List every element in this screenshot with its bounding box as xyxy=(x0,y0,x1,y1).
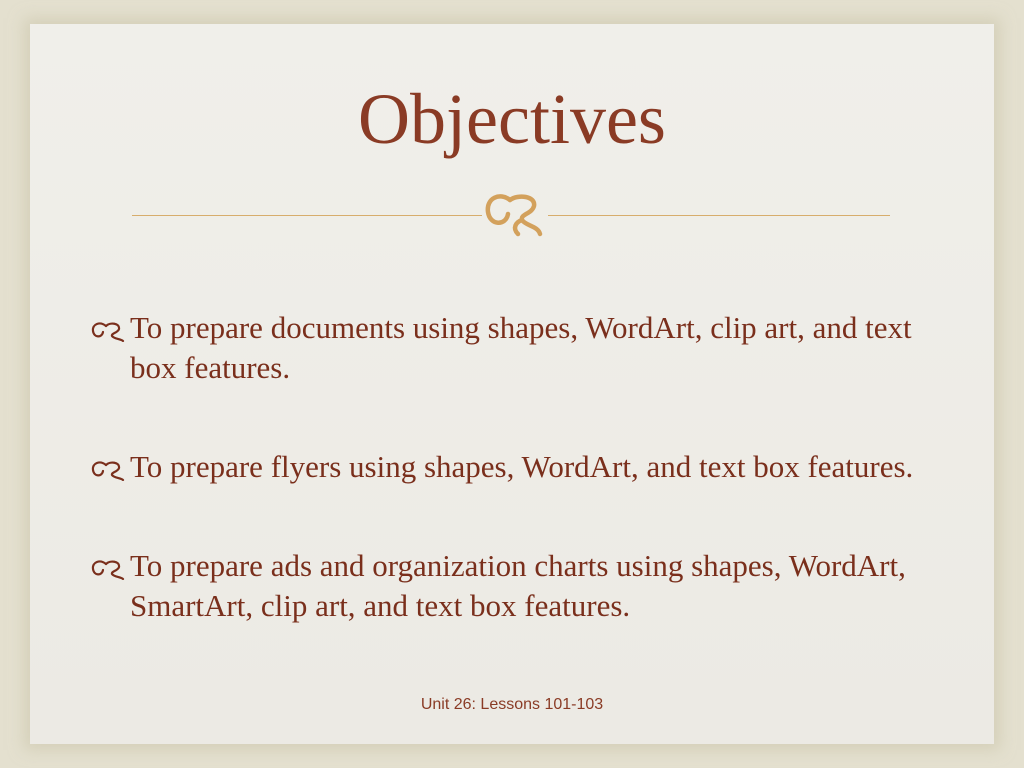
objectives-list xyxy=(90,308,950,685)
list-item xyxy=(90,447,950,487)
curl-bullet-icon xyxy=(90,320,126,342)
curl-bullet-icon xyxy=(90,459,126,481)
list-item xyxy=(90,308,950,388)
slide-title: Objectives xyxy=(358,79,666,159)
title-divider-left xyxy=(132,215,482,216)
slide-footer: Unit 26: Lessons 101-103 xyxy=(420,696,604,713)
flourish-ornament-icon xyxy=(482,190,546,238)
list-item xyxy=(90,546,950,626)
curl-bullet-icon xyxy=(90,558,126,580)
title-divider-right xyxy=(548,215,890,216)
bullet-text: To prepare documents using shapes, WordArt, clip art, and text box features. xyxy=(130,310,912,385)
bullet-text: To prepare flyers using shapes, WordArt, and text box features. xyxy=(130,449,914,484)
bullet-text: To prepare ads and organization charts using shapes, WordArt, SmartArt, clip art, and text box features. xyxy=(130,548,906,623)
slide xyxy=(30,24,994,744)
